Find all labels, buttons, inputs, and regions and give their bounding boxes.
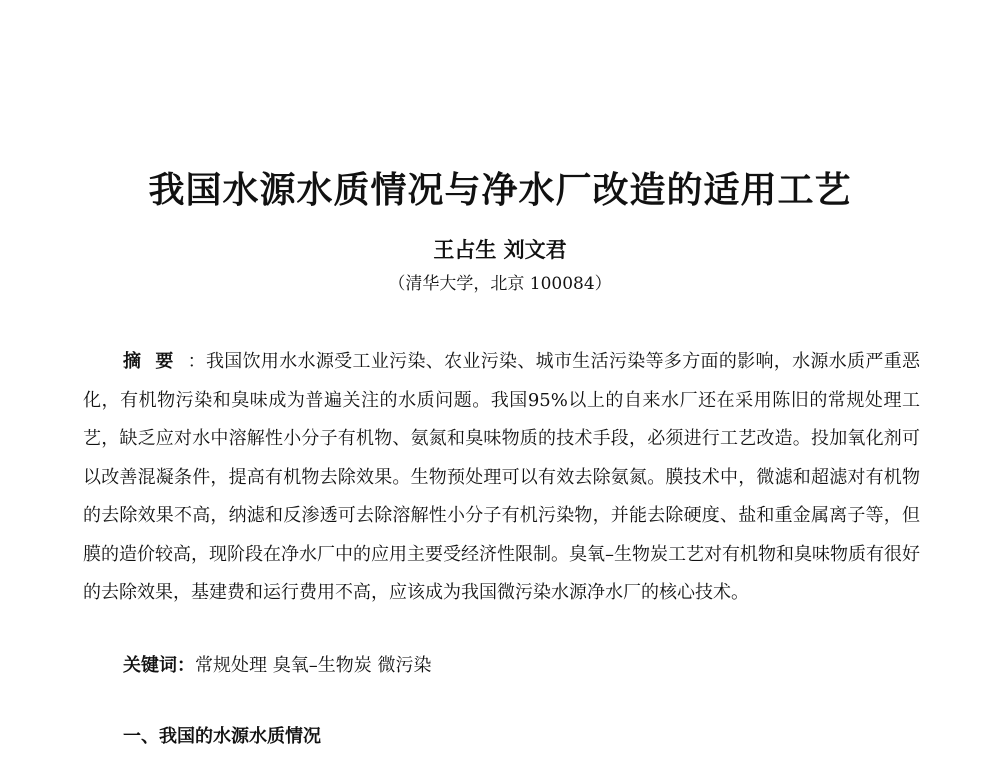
abstract-label: 摘要 [123,351,188,372]
section-heading: 一、我国的水源水质情况 [123,726,321,747]
author-list: 王占生 刘文君 [433,237,567,262]
abstract-colon: ： [187,351,206,372]
abstract-text: 我国饮用水水源受工业污染、农业污染、城市生活污染等多方面的影响，水源水质严重恶化，有机物污染和臭味成为普遍关注的水质问题。我国95%以上的自来水厂还在采用陈旧的常规处理工艺，缺乏应对水中溶解性小分子有机物、氨氮和臭味物质的技术手段，必须进行工艺改造。投加氧化剂可以改善混凝条件，提高有机物去除效果。生物预处理可以有效去除氨氮。膜技术中，微滤和超滤对有机物的去除效果不高，纳滤和反渗透可去除溶解性小分子有机污染物，并能去除硬度、盐和重金属离子等，但膜的造价较高，现阶段在净水厂中的应用主要受经济性限制。臭氧–生物炭工艺对有机物和臭味物质有很好的去除效果，基建费和运行费用不高，应该成为我国微污染水源净水厂的核心技术。 [83,351,921,603]
keywords-line [123,651,920,681]
paper-title: 我国水源水质情况与净水厂改造的适用工艺 [148,169,852,211]
keywords-label: 关键词： [123,655,195,676]
abstract-paragraph [83,343,920,613]
keywords-text: 常规处理 臭氧–生物炭 微污染 [195,655,432,676]
affiliation: （清华大学，北京 100084） [388,274,612,294]
